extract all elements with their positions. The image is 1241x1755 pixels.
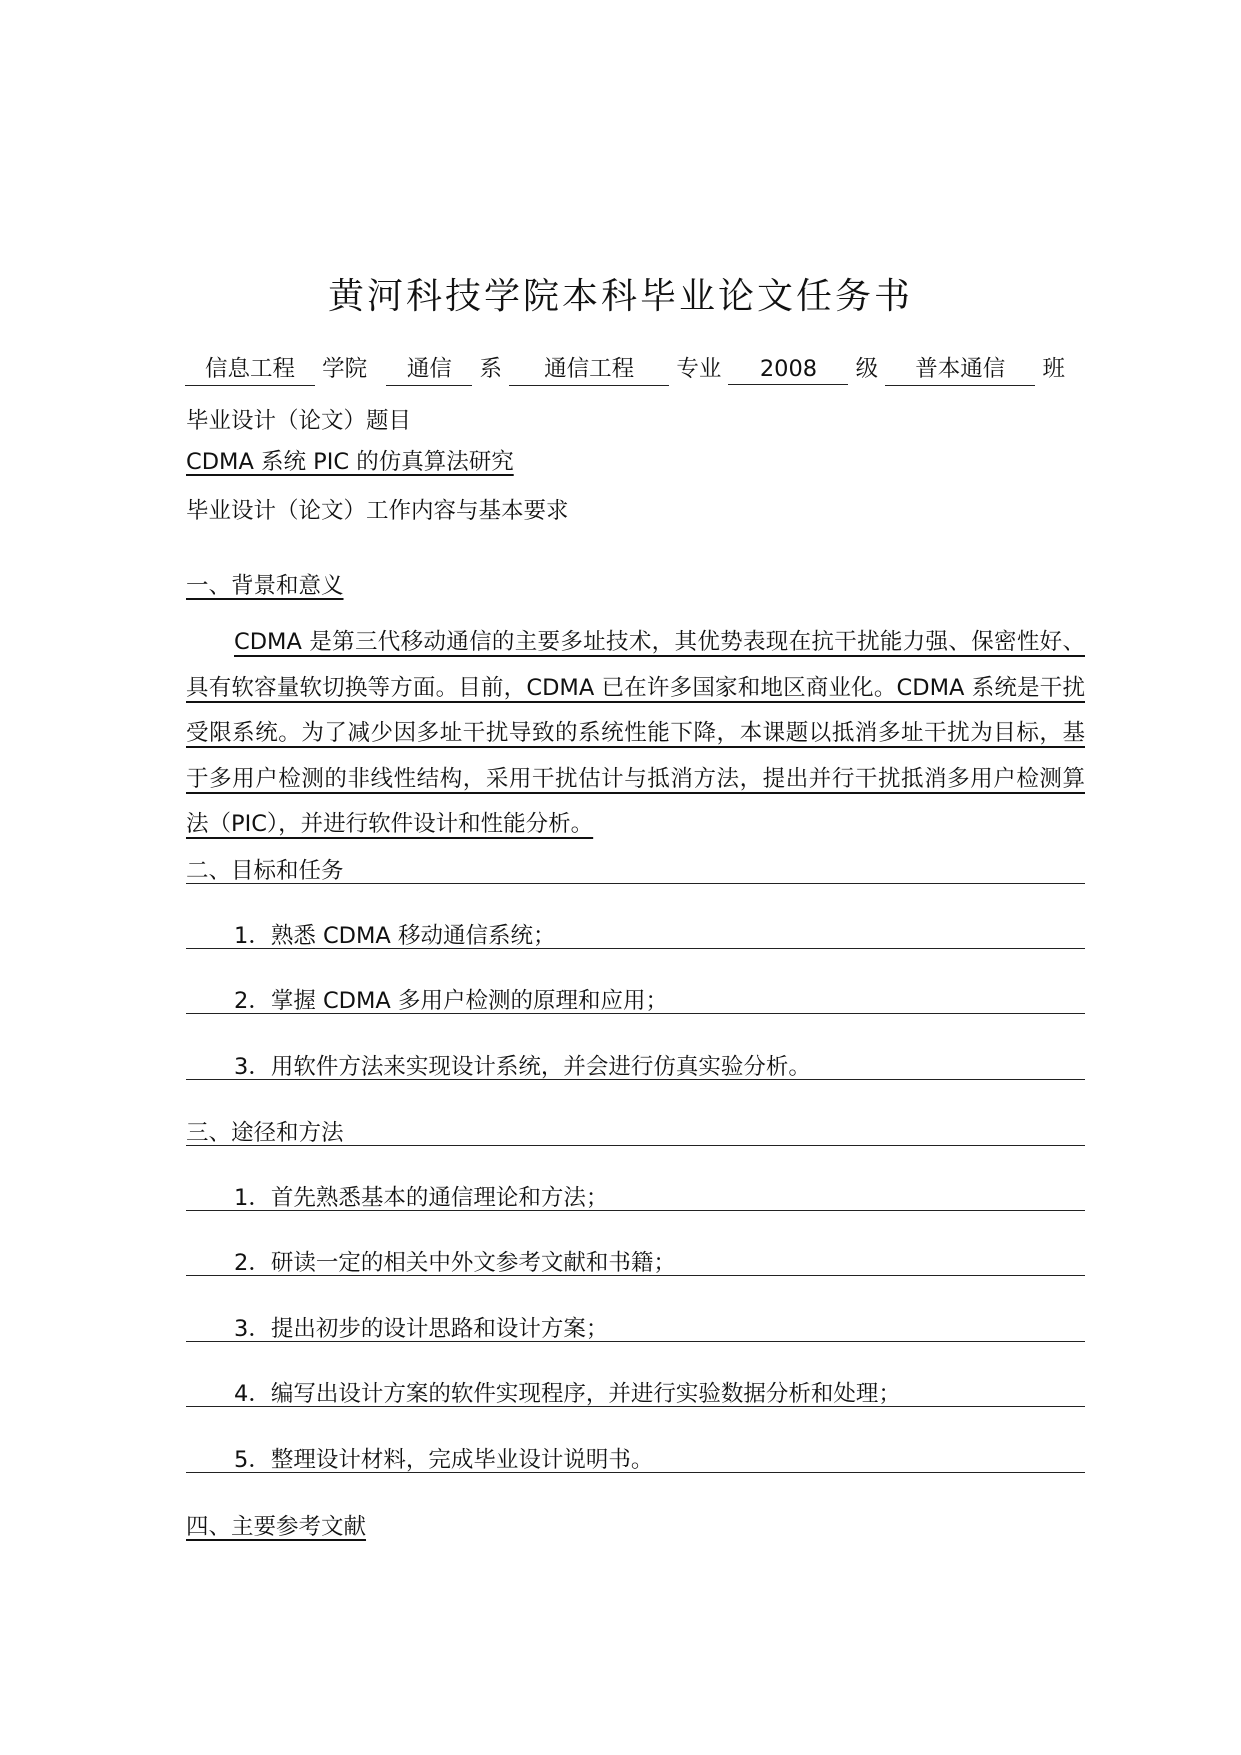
class-field: 普本通信 <box>885 351 1035 386</box>
method-item-rule <box>186 1210 1085 1211</box>
goal-item-rule <box>186 948 1085 949</box>
college-field: 信息工程 <box>185 351 315 386</box>
method-item-rule <box>186 1341 1085 1342</box>
method-item-rule <box>186 1472 1085 1473</box>
topic-label: 毕业设计（论文）题目 <box>186 408 412 434</box>
goals-heading-rule <box>186 883 1085 884</box>
major-field: 通信工程 <box>509 351 669 386</box>
class-label: 班 <box>1042 356 1065 382</box>
methods-heading-rule <box>186 1145 1085 1146</box>
method-item-rule <box>186 1275 1085 1276</box>
college-label: 学院 <box>322 356 368 382</box>
goal-item-rule <box>186 1079 1085 1080</box>
department-label: 系 <box>479 356 502 382</box>
section-heading-references: 四、主要参考文献 <box>186 1514 367 1540</box>
requirements-label: 毕业设计（论文）工作内容与基本要求 <box>186 498 569 524</box>
goal-item-rule <box>186 1013 1085 1014</box>
department-field: 通信 <box>386 351 472 386</box>
section-heading-methods: 三、途径和方法 <box>186 1120 344 1146</box>
major-label: 专业 <box>676 356 722 382</box>
method-item: 5．整理设计材料，完成毕业设计说明书。 <box>234 1447 654 1473</box>
student-info-row <box>185 351 1065 386</box>
goal-item: 2．掌握 CDMA 多用户检测的原理和应用； <box>234 988 668 1014</box>
section-heading-background: 一、背景和意义 <box>186 573 344 599</box>
section-heading-goals: 二、目标和任务 <box>186 858 344 884</box>
goal-item: 3．用软件方法来实现设计系统，并会进行仿真实验分析。 <box>234 1054 811 1080</box>
method-item: 3．提出初步的设计思路和设计方案； <box>234 1316 609 1342</box>
year-field: 2008 <box>728 356 848 385</box>
document-title: 黄河科技学院本科毕业论文任务书 <box>327 276 913 317</box>
method-item: 1．首先熟悉基本的通信理论和方法； <box>234 1185 609 1211</box>
goal-item: 1．熟悉 CDMA 移动通信系统； <box>234 923 556 949</box>
background-paragraph: CDMA 是第三代移动通信的主要多址技术，其优势表现在抗干扰能力强、保密性好、具有软容量软切换等方面。目前，CDMA 已在许多国家和地区商业化。CDMA 系统是干扰受限系统。为了减少因多址干扰导致的系统性能下降，本课题以抵消多址干扰为目标，基于多用户检测的非线性结构，采用干扰估计与抵消方法，提出并行干扰抵消多用户检测算法（PIC），并进行软件设计和性能分析。 <box>186 629 1085 837</box>
topic-title: CDMA 系统 PIC 的仿真算法研究 <box>186 449 514 475</box>
year-label: 级 <box>855 356 879 382</box>
method-item-rule <box>186 1406 1085 1407</box>
method-item: 2．研读一定的相关中外文参考文献和书籍； <box>234 1250 676 1276</box>
method-item: 4．编写出设计方案的软件实现程序，并进行实验数据分析和处理； <box>234 1381 901 1407</box>
